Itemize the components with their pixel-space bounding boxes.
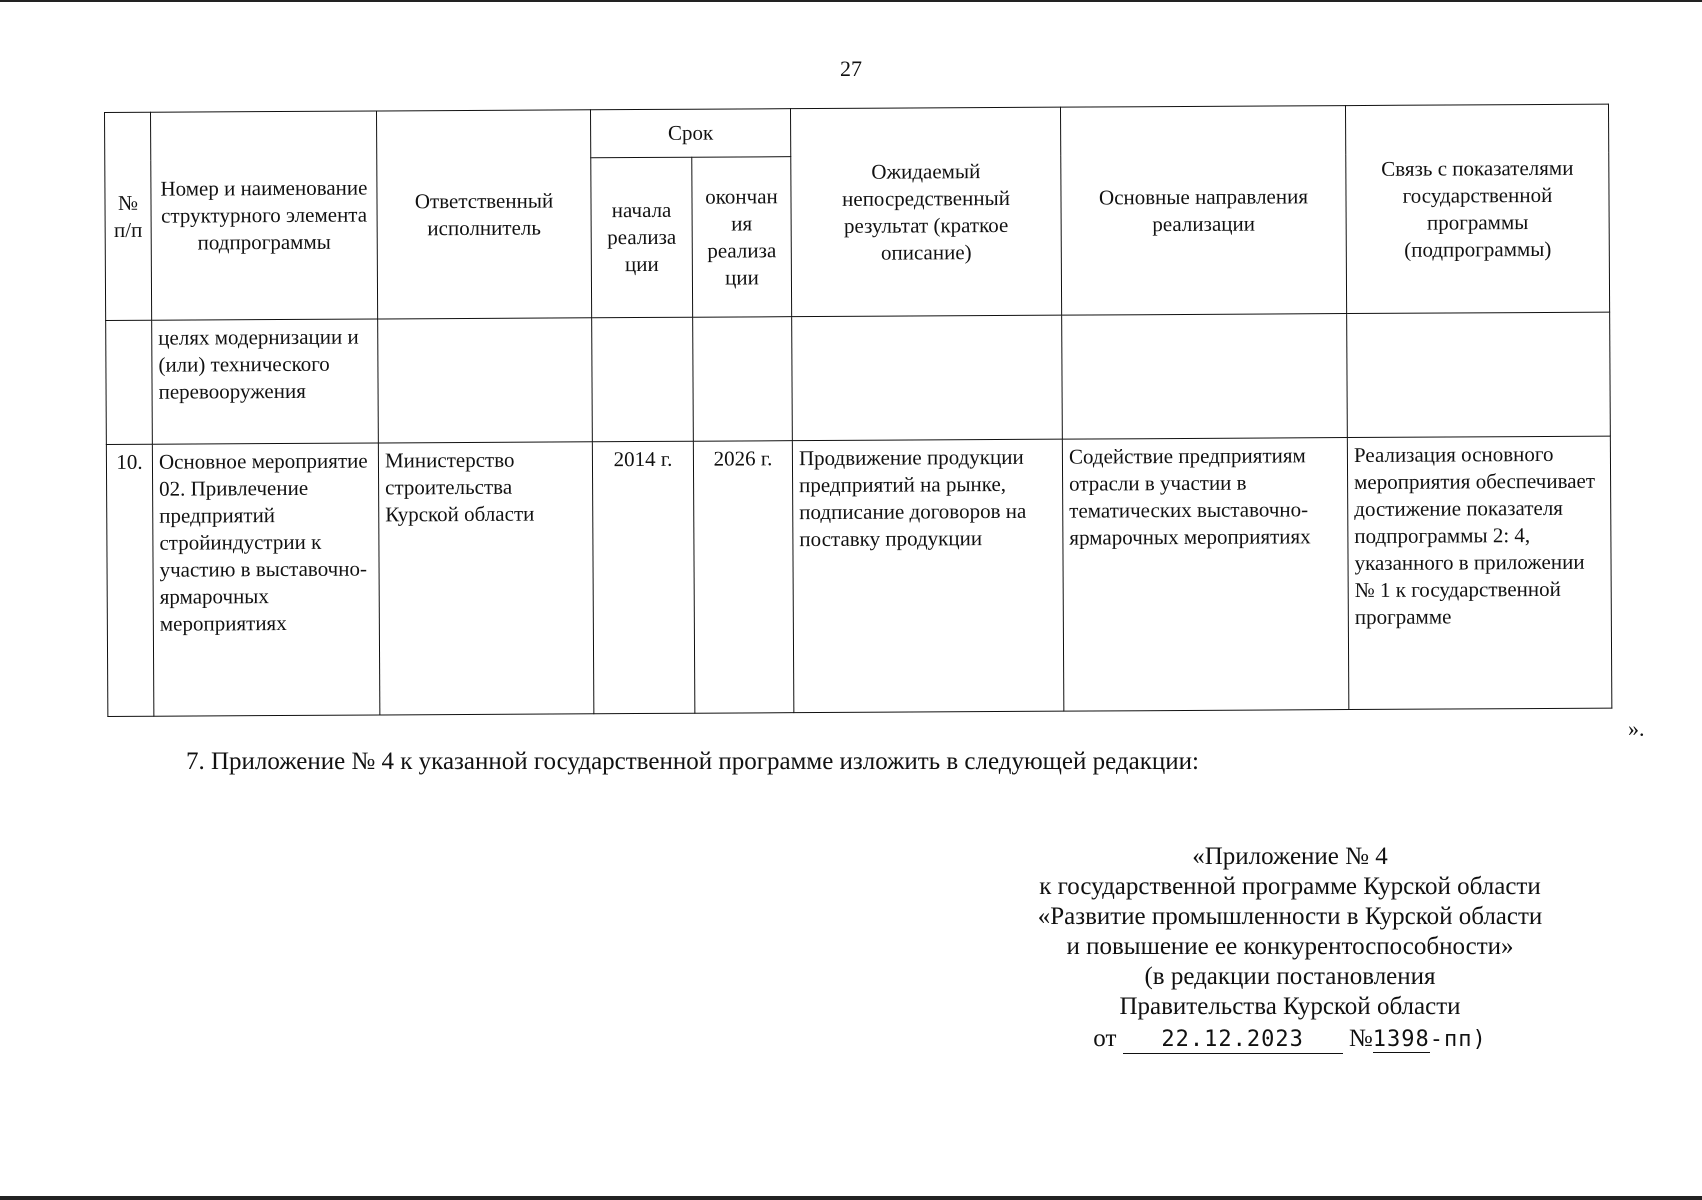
- page-number: 27: [840, 56, 862, 81]
- cell-start: [592, 317, 694, 442]
- cell-indicator-link: [1347, 312, 1611, 437]
- appendix-program-name: «Развитие промышленности в Курской области: [1037, 903, 1543, 930]
- appendix-program-ref: к государственной программе Курской области: [1039, 873, 1541, 900]
- resolution-date: 22.12.2023: [1123, 1027, 1343, 1054]
- cell-end: [693, 317, 793, 442]
- appendix-government: Правительства Курской области: [1119, 993, 1461, 1020]
- header-term-end: окончан ия реализа ции: [692, 157, 792, 318]
- scan-edge-top: [0, 0, 1702, 2]
- header-num: № п/п: [105, 112, 152, 320]
- header-executor: Ответственный исполнитель: [376, 110, 591, 319]
- closing-quote: ».: [1628, 716, 1645, 741]
- cell-indicator-link: Реализация основного мероприятия обеспечивает достижение показателя подпрограммы 2: 4, указанного в приложении № 1 к государственной программе: [1347, 436, 1612, 709]
- from-label: от: [1093, 1025, 1117, 1052]
- table-header-row: [105, 104, 1609, 160]
- cell-executor: Министерство строительства Курской области: [378, 442, 594, 715]
- cell-result: [792, 315, 1063, 441]
- resolution-date-number: [980, 1024, 1600, 1055]
- cell-result: Продвижение продукции предприятий на рынке, подписание договоров на поставку продукции: [792, 439, 1064, 713]
- cell-element-name: Основное мероприятие 02. Привлечение предприятий стройиндустрии к участию в выставочно-ярмарочных мероприятиях: [152, 443, 380, 716]
- amendment-paragraph: 7. Приложение № 4 к указанной государственной программе изложить в следующей редакции:: [186, 748, 1199, 775]
- cell-start: 2014 г.: [592, 441, 695, 714]
- resolution-number: 1398: [1372, 1027, 1430, 1052]
- header-term: Срок: [590, 109, 790, 158]
- header-result: Ожидаемый непосредственный результат (краткое описание): [790, 107, 1061, 317]
- table-row: [106, 436, 1611, 716]
- structural-elements-table: [104, 104, 1612, 717]
- cell-end: 2026 г.: [693, 441, 794, 714]
- cell-element-name: целях модернизации и (или) технического перевооружения: [152, 319, 379, 444]
- appendix-program-name-cont: и повышение ее конкурентоспособности»: [1066, 933, 1514, 960]
- appendix-title: «Приложение № 4: [1192, 843, 1388, 870]
- header-directions: Основные направления реализации: [1060, 106, 1346, 316]
- cell-num: [106, 320, 153, 444]
- number-label: №: [1348, 1025, 1373, 1052]
- cell-executor: [378, 318, 593, 443]
- appendix-edition-note: (в редакции постановления: [1144, 963, 1436, 990]
- header-element-name: Номер и наименование структурного элемента подпрограммы: [151, 111, 378, 320]
- cell-num: 10.: [106, 444, 154, 716]
- cell-directions: Содействие предприятиям отрасли в участии в тематических выставочно-ярмарочных мероприятиях: [1062, 438, 1349, 712]
- header-indicator-link: Связь с показателями государственной программы (подпрограммы): [1345, 104, 1609, 313]
- scan-edge-bottom: [0, 1196, 1702, 1200]
- table-row: [106, 312, 1611, 444]
- appendix-heading-block: [980, 842, 1600, 1055]
- resolution-number-suffix: -пп): [1429, 1027, 1487, 1052]
- cell-directions: [1062, 314, 1348, 440]
- header-term-start: начала реализа ции: [591, 157, 693, 318]
